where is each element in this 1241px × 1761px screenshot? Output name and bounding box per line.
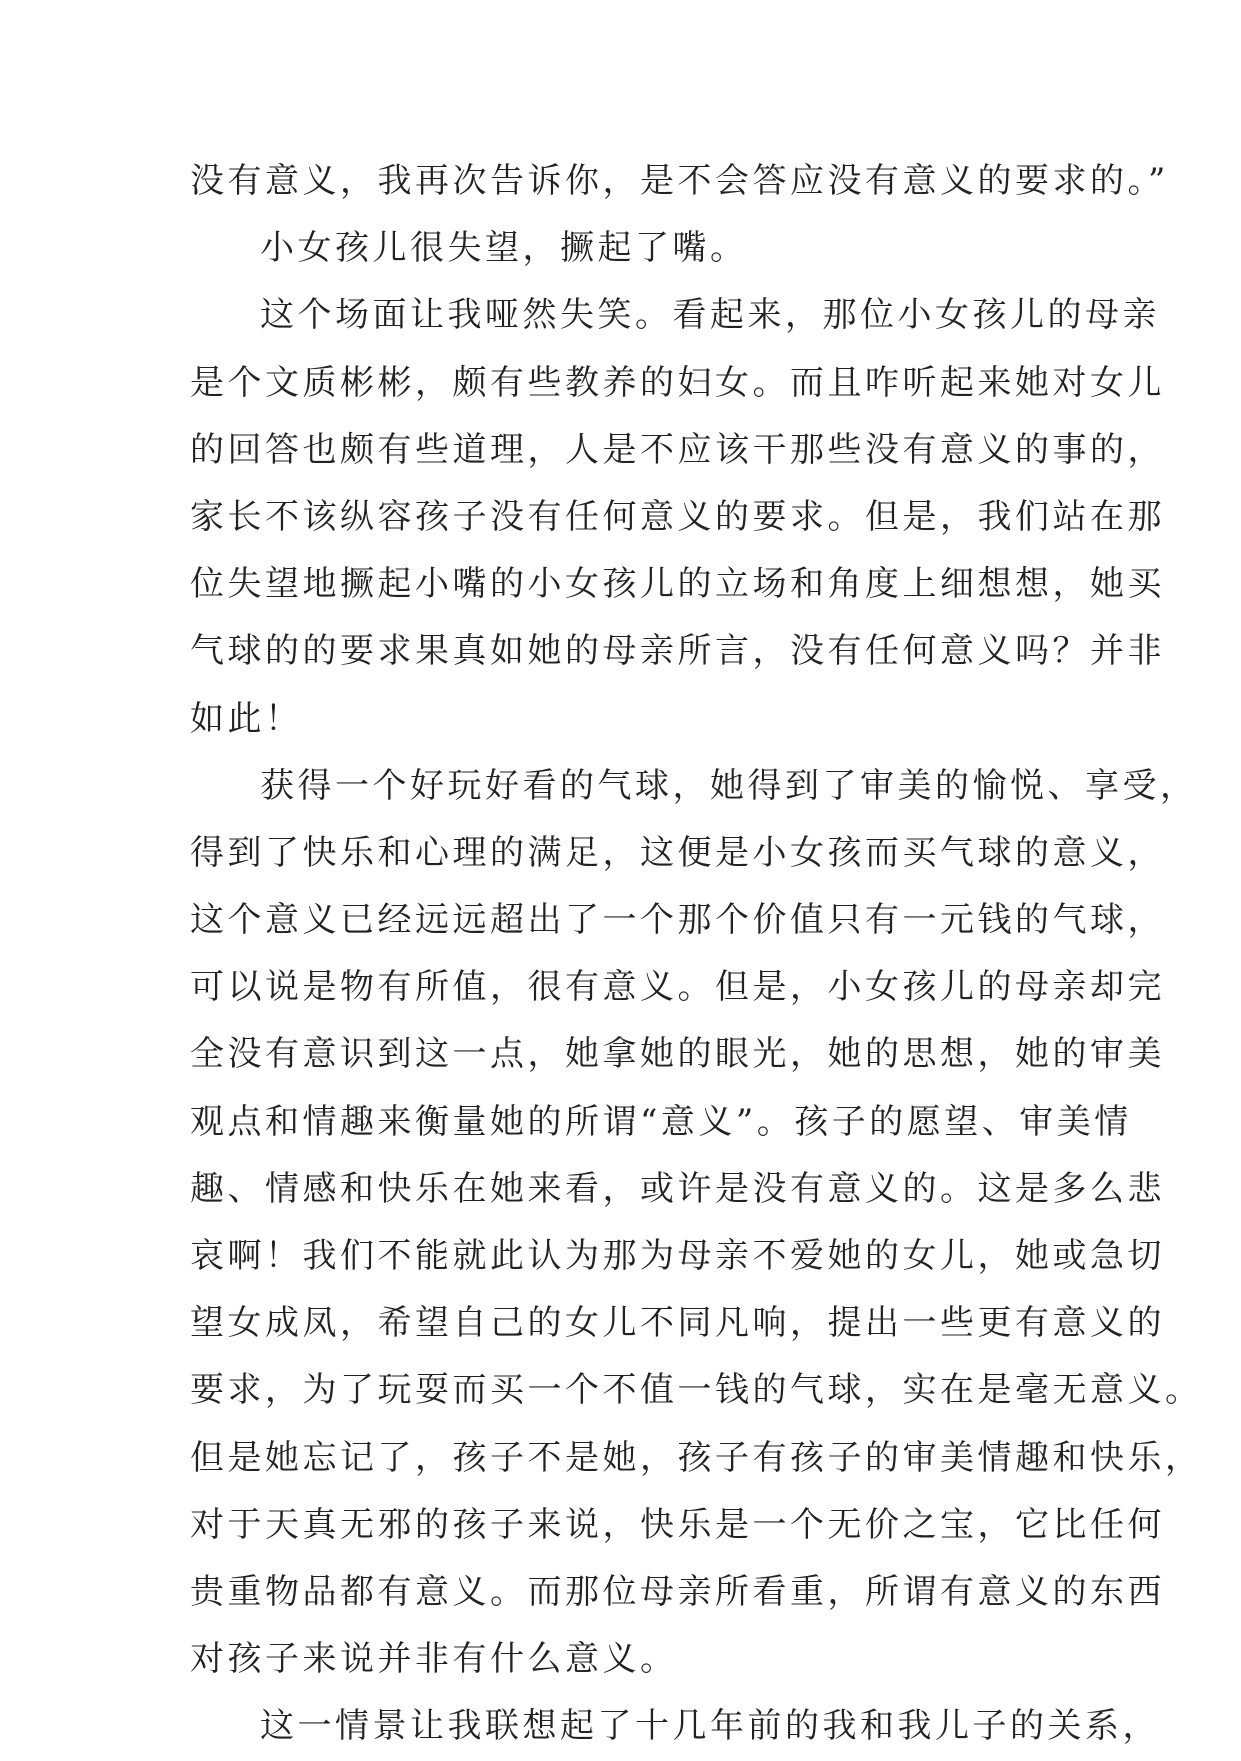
text-line: 对孩子来说并非有什么意义。: [190, 1639, 678, 1680]
text-line: 小女孩儿很失望，撅起了嘴。: [260, 228, 748, 269]
text-line: 这个场面让我哑然失笑。看起来，那位小女孩儿的母亲: [260, 295, 1160, 336]
text-line: 全没有意识到这一点，她拿她的眼光，她的思想，她的审美: [190, 1034, 1165, 1075]
text-line: 没有意义，我再次告诉你，是不会答应没有意义的要求的。”: [190, 161, 1169, 201]
text-line: 家长不该纵容孩子没有任何意义的要求。但是，我们站在那: [190, 496, 1165, 537]
text-line: 哀啊！我们不能就此认为那为母亲不爱她的女儿，她或急切: [190, 1236, 1165, 1276]
body-text: [190, 148, 1203, 1761]
text-line: 要求，为了玩耍而买一个不值一钱的气球，实在是毫无意义。: [190, 1370, 1203, 1411]
text-line: 这个意义已经远远超出了一个那个价值只有一元钱的气球，: [190, 900, 1165, 941]
text-line: 可以说是物有所值，很有意义。但是，小女孩儿的母亲却完: [190, 967, 1165, 1008]
text-line: 是个文质彬彬，颇有些教养的妇女。而且咋听起来她对女儿: [190, 362, 1165, 403]
text-line: 对于天真无邪的孩子来说，快乐是一个无价之宝，它比任何: [190, 1504, 1165, 1545]
text-line: 的回答也颇有些道理，人是不应该干那些没有意义的事的，: [190, 429, 1165, 470]
text-line: 得到了快乐和心理的满足，这便是小女孩而买气球的意义，: [190, 832, 1165, 873]
text-line: 如此！: [190, 698, 303, 739]
text-line: 望女成凤，希望自己的女儿不同凡响，提出一些更有意义的: [190, 1303, 1165, 1344]
text-line: 位失望地撅起小嘴的小女孩儿的立场和角度上细想想，她买: [190, 564, 1165, 605]
text-line: 贵重物品都有意义。而那位母亲所看重，所谓有意义的东西: [190, 1571, 1165, 1612]
text-line: 趣、情感和快乐在她来看，或许是没有意义的。这是多么悲: [190, 1168, 1165, 1209]
text-line: 气球的的要求果真如她的母亲所言，没有任何意义吗？并非: [190, 631, 1165, 672]
text-line: 这一情景让我联想起了十几年前的我和我儿子的关系，: [260, 1706, 1160, 1747]
text-line: 但是她忘记了，孩子不是她，孩子有孩子的审美情趣和快乐，: [190, 1437, 1203, 1478]
text-line: 获得一个好玩好看的气球，她得到了审美的愉悦、享受，: [260, 765, 1198, 806]
text-line: 观点和情趣来衡量她的所谓“意义”。孩子的愿望、审美情: [190, 1101, 1132, 1142]
